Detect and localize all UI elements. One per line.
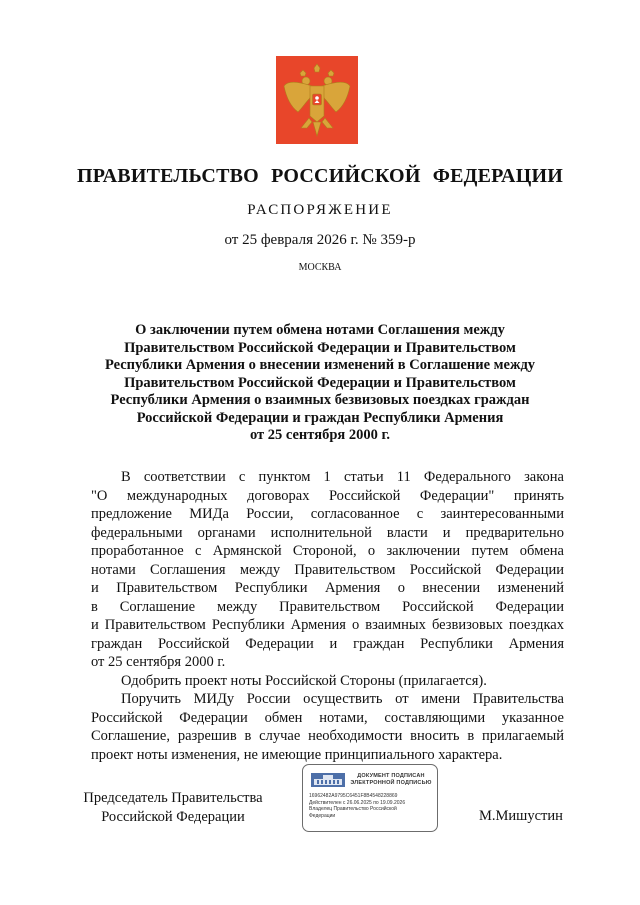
title-line: Российской Федерации и граждан Республики Армения	[136, 409, 504, 426]
building-icon	[311, 773, 345, 787]
stamp-heading	[347, 773, 435, 787]
signatory-name: М.Мишустин	[479, 808, 563, 824]
body-line: Одобрить проект ноты Российской Стороны (прилагается).	[121, 672, 487, 689]
body-line: Российской Федерации обмен нотами, составляющими указанное	[91, 709, 564, 726]
coat-of-arms-icon	[276, 56, 358, 144]
stamp-heading-line: ЭЛЕКТРОННОЙ ПОДПИСЬЮ	[350, 780, 432, 786]
signatory-position	[78, 789, 268, 827]
title-line: от 25 сентября 2000 г.	[249, 427, 391, 443]
document-city: МОСКВА	[298, 262, 342, 273]
title-line: Правительством Российской Федерации и Правительством	[124, 339, 516, 356]
document-title	[0, 322, 640, 445]
body-line: от 25 сентября 2000 г.	[91, 654, 226, 670]
stamp-heading-line: ДОКУМЕНТ ПОДПИСАН	[357, 773, 425, 779]
stamp-serial: 16962482A9795C6451F8B4548228869	[309, 793, 398, 799]
signatory-position-line: Председатель Правительства	[83, 790, 263, 806]
body-line: Соглашение, разрешив в случае необходимости вносить в прилагаемый	[91, 728, 564, 744]
body-line: "О международных договорах Российской Федерации" принять	[91, 487, 564, 504]
body-line: Поручить МИДу России осуществить от имени Правительства	[121, 691, 564, 707]
electronic-signature-stamp	[302, 764, 438, 832]
stamp-owner: Федерации	[309, 812, 336, 819]
body-line: В соответствии с пунктом 1 статьи 11 Федерального закона	[121, 469, 564, 485]
body-line: и Правительством Республики Армения о внесении изменений	[91, 580, 564, 596]
title-line: Республики Армения о внесении изменений в Соглашение между	[104, 357, 536, 373]
body-line: граждан Российской Федерации и граждан Республики Армения	[91, 635, 564, 652]
title-line: Правительством Российской Федерации и Правительством	[124, 374, 516, 391]
government-name: ПРАВИТЕЛЬСТВО РОССИЙСКОЙ ФЕДЕРАЦИИ	[77, 165, 563, 187]
body-line: в Соглашение между Правительством Российской Федерации	[91, 598, 564, 615]
document-date-number: от 25 февраля 2026 г. № 359-р	[224, 232, 416, 248]
body-line: проработанное с Армянской Стороной, о заключении путем обмена	[91, 543, 564, 559]
body-line: и Правительством Республики Армения о взаимных безвизовых поездках	[91, 617, 564, 633]
stamp-details	[309, 793, 437, 819]
title-line: Республики Армения о взаимных безвизовых поездках граждан	[110, 392, 530, 408]
body-line: нотами Соглашения между Правительством Российской Федерации	[91, 561, 564, 578]
body-line: проект ноты изменения, не имеющие принципиального характера.	[91, 746, 503, 763]
title-line: О заключении путем обмена нотами Соглашения между	[135, 322, 505, 338]
body-line: федеральными органами исполнительной власти и предварительно	[91, 524, 564, 541]
stamp-owner: Владелец Правительство Российской	[309, 806, 397, 812]
document-type: РАСПОРЯЖЕНИЕ	[247, 202, 393, 218]
stamp-validity: Действителен с 26.06.2025 по 19.09.2026	[309, 799, 406, 806]
body-line: предложение МИДа России, согласованное с заинтересованными	[91, 506, 564, 522]
document-body	[91, 468, 564, 764]
signatory-position-line: Российской Федерации	[101, 809, 245, 825]
